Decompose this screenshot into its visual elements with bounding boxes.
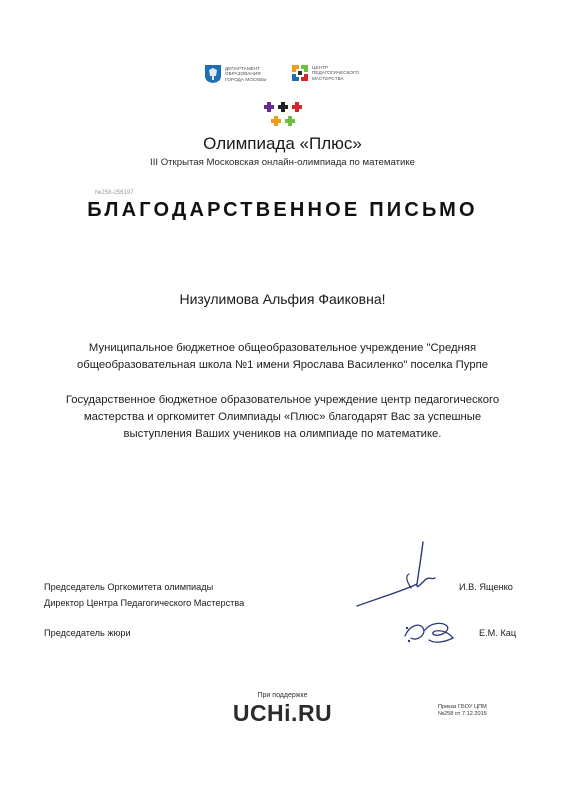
moscow-emblem-icon [204, 64, 222, 84]
order-line: Приказ ГБОУ ЦПМ [438, 704, 487, 710]
center-line: ПЕДАГОГИЧЕСКОГО [312, 70, 360, 76]
department-name [225, 66, 267, 83]
olympiad-subtitle: III Открытая Московская онлайн-олимпиада по математике [150, 157, 415, 168]
plus-cross-orange-icon [271, 116, 281, 126]
center-line: МАСТЕРСТВА [312, 75, 344, 81]
plus-cross-red-icon [292, 102, 302, 112]
signature-name-kats: Е.М. Кац [479, 628, 517, 638]
department-line: ОБРАЗОВАНИЯ [225, 71, 261, 77]
recipient-name: Низулимова Альфия Фаиковна! [179, 291, 386, 307]
plus-cross-purple-icon [264, 102, 274, 112]
document-title: БЛАГОДАРСТВЕННОЕ ПИСЬМО [87, 199, 478, 221]
signature-role-jury: Председатель жюри [44, 628, 131, 638]
olympiad-plus-logo-icon [262, 99, 304, 133]
order-line: №258 от 7.12.2015 [438, 711, 487, 718]
gratitude-paragraph: Государственное бюджетное образовательное учреждение центр педагогического мастерства и оргкомитет Олимпиады «Плюс» благодарят Вас за успешные выступления Ваших учеников на олимпиаде по математике. [65, 394, 500, 440]
signature-role-director: Директор Центра Педагогического Мастерства [44, 598, 245, 608]
signature-role-chairman: Председатель Оргкомитета олимпиады [44, 582, 214, 592]
department-line: ДЕПАРТАМЕНТ [225, 65, 261, 71]
order-reference [438, 704, 487, 719]
signature-kats-icon [395, 608, 465, 648]
plus-cross-black-icon [278, 102, 288, 112]
center-name [312, 65, 359, 82]
center-line: ЦЕНТР [312, 64, 329, 70]
signature-name-yashchenko: И.В. Ященко [459, 582, 513, 592]
document-number: №258-256197 [95, 190, 134, 196]
plus-cross-green-icon [285, 116, 295, 126]
signature-yashchenko-icon [345, 540, 455, 610]
center-emblem-icon [291, 64, 309, 82]
uchi-ru-logo: UCHi.RU [232, 700, 333, 726]
support-label: При поддержке [257, 692, 308, 699]
center-logo [291, 64, 359, 82]
school-paragraph: Муниципальное бюджетное общеобразовательное учреждение "Средняя общеобразовательная школа №1 имени Ярослава Василенко" поселка Пурпе [76, 342, 489, 371]
department-logo [204, 64, 267, 84]
department-line: ГОРОДА МОСКВЫ [225, 76, 267, 82]
olympiad-title: Олимпиада «Плюс» [203, 134, 362, 153]
